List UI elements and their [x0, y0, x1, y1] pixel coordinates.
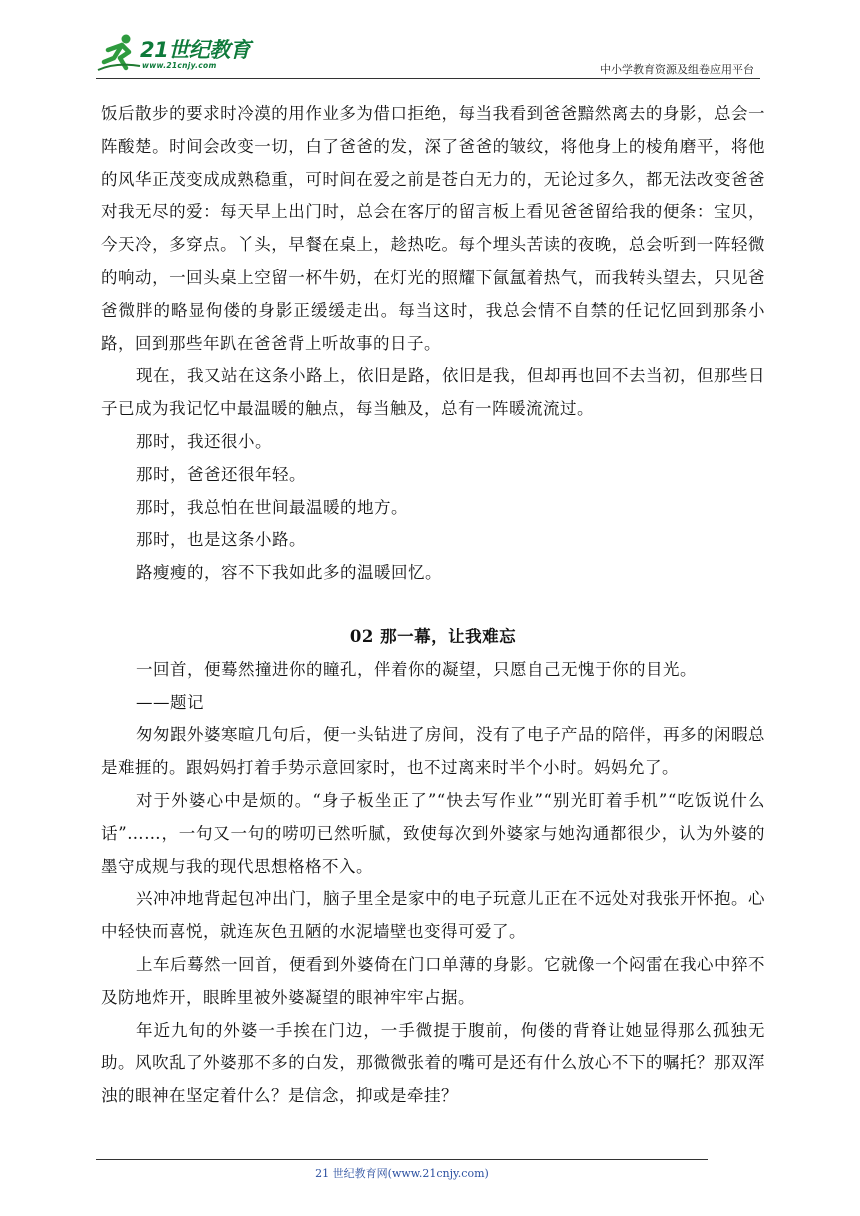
platform-name: 中小学教育资源及组卷应用平台: [600, 63, 754, 76]
paragraph: 一回首，便蓦然撞进你的瞳孔，伴着你的凝望，只愿自己无愧于你的目光。: [136, 659, 697, 679]
logo-url: www.21cnjy.com: [142, 61, 217, 70]
paragraph: 路瘦瘦的，容不下我如此多的温暖回忆。: [136, 563, 442, 583]
section-title: 02 那一幕，让我难忘: [349, 626, 517, 646]
logo-text: 21世纪教育: [140, 38, 251, 62]
paragraph: 那时，我总怕在世间最温暖的地方。: [136, 497, 408, 517]
site-logo[interactable]: [96, 32, 266, 74]
paragraph: 匆匆跟外婆寒暄几句后，便一头钻进了房间，没有了电子产品的陪伴，再多的闲暇总是难捱的。跟妈妈打着手势示意回家时，也不过离来时半个小时。妈妈允了。: [101, 725, 765, 778]
paragraph: 那时，也是这条小路。: [136, 530, 306, 550]
paragraph: 兴冲冲地背起包冲出门，脑子里全是家中的电子玩意儿正在不远处对我张开怀抱。心中轻快而喜悦，就连灰色丑陋的水泥墙壁也变得可爱了。: [101, 889, 765, 942]
header-divider: [96, 78, 760, 79]
paragraph: 那时，爸爸还很年轻。: [136, 464, 306, 484]
spacer: [101, 590, 765, 621]
footer-divider: [96, 1159, 708, 1160]
article-body: [101, 98, 765, 1113]
paragraph: 上车后蓦然一回首，便看到外婆倚在门口单薄的身影。它就像一个闷雷在我心中猝不及防地炸开，眼眸里被外婆凝望的眼神牢牢占据。: [101, 954, 765, 1007]
paragraph: 饭后散步的要求时冷漠的用作业多为借口拒绝，每当我看到爸爸黯然离去的身影，总会一阵酸楚。时间会改变一切，白了爸爸的发，深了爸爸的皱纹，将他身上的棱角磨平，将他的风华正茂变成成熟稳重，可时间在爱之前是苍白无力的，无论过多久，都无法改变爸爸对我无尽的爱：每天早上出门时，总会在客厅的留言板上看见爸爸留给我的便条：宝贝，今天冷，多穿点。丫头，早餐在桌上，趁热吃。每个埋头苦读的夜晚，总会听到一阵轻微的响动，一回头桌上空留一杯牛奶，在灯光的照耀下氤氲着热气，而我转头望去，只见爸爸微胖的略显佝偻的身影正缓缓走出。每当这时，我总会情不自禁的任记忆回到那条小路，回到那些年趴在爸爸背上听故事的日子。: [101, 104, 765, 353]
paragraph: 那时，我还很小。: [136, 431, 272, 451]
paragraph: 年近九旬的外婆一手挨在门边，一手微提于腹前，佝偻的背脊让她显得那么孤独无助。风吹乱了外婆那不多的白发，那微微张着的嘴可是还有什么放心不下的嘱托？那双浑浊的眼神在坚定着什么？是信念，抑或是牵挂？: [101, 1020, 765, 1106]
footer-link[interactable]: 21 世纪教育网(www.21cnjy.com): [315, 1167, 489, 1180]
epigraph-credit: ——题记: [136, 692, 204, 712]
paragraph: 现在，我又站在这条小路上，依旧是路，依旧是我，但却再也回不去当初，但那些日子已成为我记忆中最温暖的触点，每当触及，总有一阵暖流流过。: [101, 366, 765, 419]
paragraph: 对于外婆心中是烦的。“身子板坐正了”“快去写作业”“别光盯着手机”“吃饭说什么话”……，一句又一句的唠叨已然听腻，致使每次到外婆家与她沟通都很少，认为外婆的墨守成规与我的现代思想格格不入。: [101, 790, 765, 876]
page-header: [96, 28, 760, 80]
runner-logo-icon: [96, 32, 142, 74]
